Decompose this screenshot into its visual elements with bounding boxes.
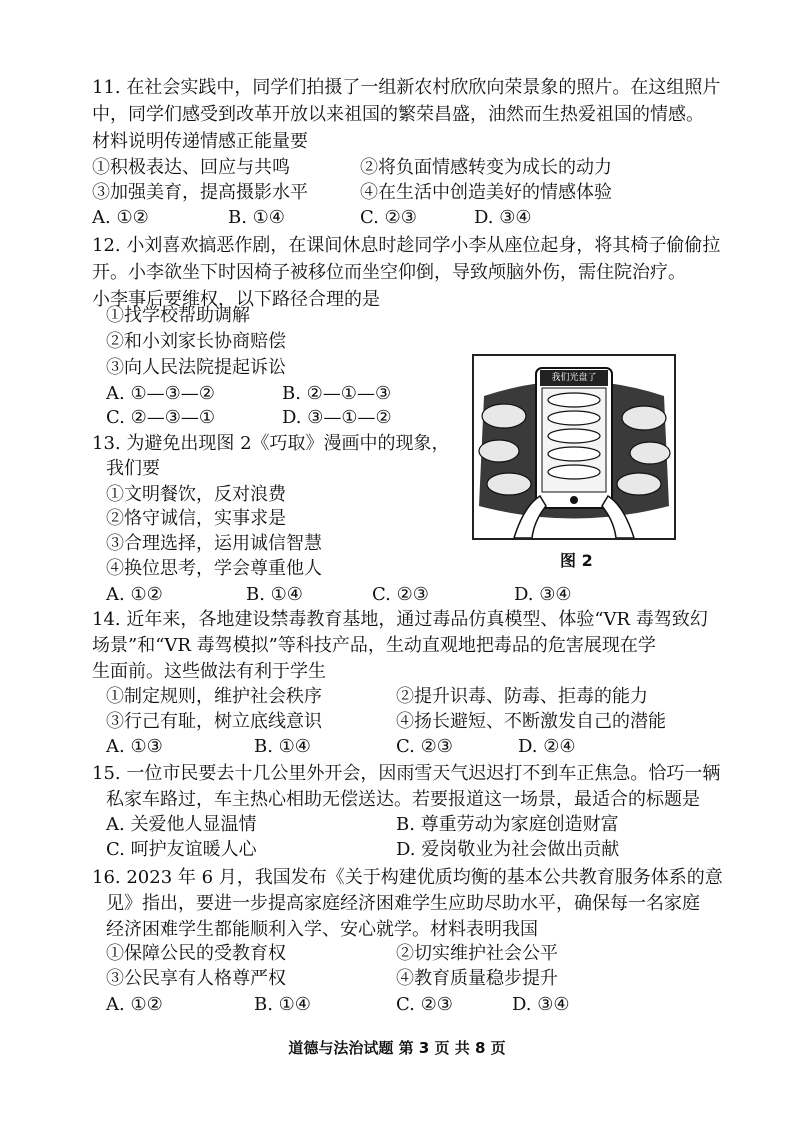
q14-stem-line-2: 场景”和“VR 毒驾模拟”等科技产品，生动直观地把毒品的危害展现在学 bbox=[92, 635, 656, 656]
q16-choice-d: D. ③④ bbox=[512, 994, 570, 1015]
q14-choice-d: D. ②④ bbox=[518, 736, 576, 757]
q13-item-2: ②恪守诚信，实事求是 bbox=[106, 508, 286, 529]
q11-choice-d: D. ③④ bbox=[474, 207, 532, 228]
q15-choice-d: D. 爱岗敬业为社会做出贡献 bbox=[396, 839, 620, 860]
q12-item-1: ①找学校帮助调解 bbox=[106, 305, 250, 326]
q11-choice-c: C. ②③ bbox=[360, 207, 417, 228]
q13-choice-a: A. ①② bbox=[106, 584, 163, 605]
q12-choice-c: C. ②—③—① bbox=[106, 407, 215, 428]
q13-item-1: ①文明餐饮，反对浪费 bbox=[106, 484, 286, 505]
q13-choice-b: B. ①④ bbox=[246, 584, 303, 605]
q16-item-3: ③公民享有人格尊严权 bbox=[106, 968, 286, 989]
q12-item-2: ②和小刘家长协商赔偿 bbox=[106, 331, 286, 352]
q12-stem-line-2: 开。小李欲坐下时因椅子被移位而坐空仰倒，导致颅脑外伤，需住院治疗。 bbox=[92, 262, 686, 283]
q12-choice-b: B. ②—①—③ bbox=[282, 383, 392, 404]
q12-stem-line-3: 小李事后要维权，以下路径合理的是 bbox=[92, 289, 380, 310]
q14-choice-c: C. ②③ bbox=[396, 736, 453, 757]
q13-stem-line-1: 13. 为避免出现图 2《巧取》漫画中的现象， bbox=[92, 433, 450, 454]
q14-choice-a: A. ①③ bbox=[106, 736, 163, 757]
q14-stem-line-1: 14. 近年来，各地建设禁毒教育基地，通过毒品仿真模型、体验“VR 毒驾致幻 bbox=[92, 609, 708, 630]
q13-stem-line-2: 我们要 bbox=[106, 458, 160, 479]
q15-stem-line-1: 15. 一位市民要去十几公里外开会，因雨雪天气迟迟打不到车正焦急。恰巧一辆 bbox=[92, 763, 721, 784]
q11-stem-line-2: 中，同学们感受到改革开放以来祖国的繁荣昌盛，油然而生热爱祖国的情感。 bbox=[92, 104, 704, 125]
q11-stem-line-3: 材料说明传递情感正能量要 bbox=[92, 131, 308, 152]
q12-item-3: ③向人民法院提起诉讼 bbox=[106, 357, 286, 378]
q13-choice-c: C. ②③ bbox=[372, 584, 429, 605]
q16-stem-line-3: 经济困难学生都能顺利入学、安心就学。材料表明我国 bbox=[106, 919, 538, 940]
q13-item-3: ③合理选择，运用诚信智慧 bbox=[106, 533, 322, 554]
q11-choice-b: B. ①④ bbox=[228, 207, 285, 228]
page-footer: 道德与法治试题 第 3 页 共 8 页 bbox=[288, 1039, 506, 1057]
q12-choice-a: A. ①—③—② bbox=[106, 383, 215, 404]
q16-choice-b: B. ①④ bbox=[254, 994, 311, 1015]
q15-choice-c: C. 呵护友谊暖人心 bbox=[106, 839, 257, 860]
q14-item-2: ②提升识毒、防毒、拒毒的能力 bbox=[396, 686, 648, 707]
q16-item-1: ①保障公民的受教育权 bbox=[106, 943, 286, 964]
q16-item-2: ②切实维护社会公平 bbox=[396, 943, 558, 964]
q11-item-3: ③加强美育，提高摄影水平 bbox=[92, 182, 308, 203]
q13-choice-d: D. ③④ bbox=[514, 584, 572, 605]
cartoon-sign-text: 我们光盘了 bbox=[551, 373, 597, 383]
q12-stem-line-1: 12. 小刘喜欢搞恶作剧，在课间休息时趁同学小李从座位起身，将其椅子偷偷拉 bbox=[92, 235, 721, 256]
q15-choice-b: B. 尊重劳动为家庭创造财富 bbox=[396, 814, 619, 835]
q14-item-4: ④扬长避短、不断激发自己的潜能 bbox=[396, 711, 666, 732]
q14-choice-b: B. ①④ bbox=[254, 736, 311, 757]
q11-choice-a: A. ①② bbox=[92, 207, 149, 228]
q16-item-4: ④教育质量稳步提升 bbox=[396, 968, 558, 989]
figure-caption: 图 2 bbox=[560, 551, 593, 570]
q14-item-1: ①制定规则，维护社会秩序 bbox=[106, 686, 322, 707]
q15-stem-line-2: 私家车路过，车主热心相助无偿送达。若要报道这一场景，最适合的标题是 bbox=[106, 789, 700, 810]
q11-item-1: ①积极表达、回应与共鸣 bbox=[92, 157, 290, 178]
q15-choice-a: A. 关爱他人显温情 bbox=[106, 814, 257, 835]
q16-stem-line-1: 16. 2023 年 6 月，我国发布《关于构建优质均衡的基本公共教育服务体系的意 bbox=[92, 867, 723, 888]
q11-item-4: ④在生活中创造美好的情感体验 bbox=[360, 182, 612, 203]
q11-item-2: ②将负面情感转变为成长的动力 bbox=[360, 157, 612, 178]
q14-item-3: ③行己有耻，树立底线意识 bbox=[106, 711, 322, 732]
q16-choice-a: A. ①② bbox=[106, 994, 163, 1015]
q13-item-4: ④换位思考，学会尊重他人 bbox=[106, 558, 322, 579]
q12-choice-d: D. ③—①—② bbox=[282, 407, 392, 428]
q16-choice-c: C. ②③ bbox=[396, 994, 453, 1015]
q14-stem-line-3: 生面前。这些做法有利于学生 bbox=[92, 661, 326, 682]
q16-stem-line-2: 见》指出，要进一步提高家庭经济困难学生应助尽助水平，确保每一名家庭 bbox=[106, 893, 700, 914]
q11-stem-line-1: 11. 在社会实践中，同学们拍摄了一组新农村欣欣向荣景象的照片。在这组照片 bbox=[92, 77, 721, 98]
cartoon-figure-2 bbox=[472, 354, 676, 540]
